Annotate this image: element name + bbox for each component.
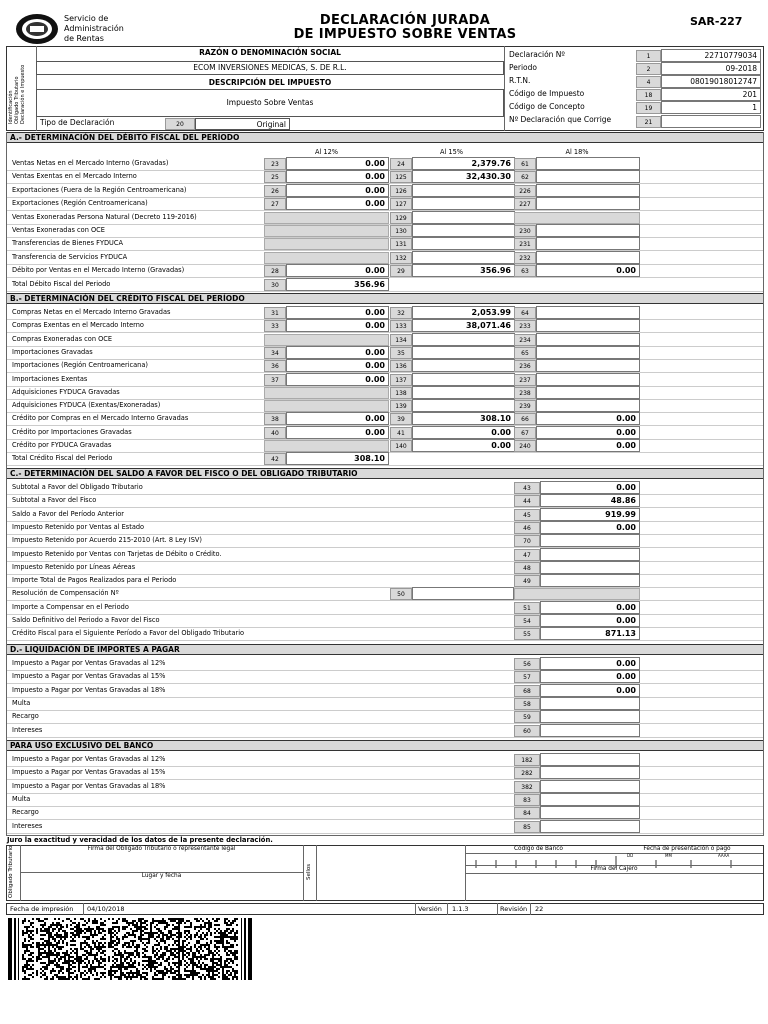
field-code: 84 [514, 807, 540, 819]
row-label: Impuesto a Pagar por Ventas Gravadas al 15% [12, 672, 166, 681]
field-code: 131 [390, 238, 412, 250]
field-value: 0.00 [540, 657, 640, 670]
row-label: Impuesto Retenido por Ventas con Tarjetas de Débito o Crédito. [12, 549, 222, 558]
disabled-field [264, 334, 389, 346]
row-divider [6, 806, 764, 807]
row-label: Importe Total de Pagos Realizados para el Periodo [12, 576, 177, 585]
field-code: 51 [514, 602, 540, 614]
disabled-field [264, 252, 389, 264]
field-code: 83 [514, 794, 540, 806]
row-label: Total Crédito Fiscal del Periodo [12, 454, 113, 463]
disabled-field [264, 440, 389, 452]
field-code: 227 [514, 198, 536, 210]
org-line-2: Administración [64, 24, 124, 33]
field-code: 129 [390, 212, 412, 224]
field-code: 66 [514, 413, 536, 425]
firma-label: Firma del Obligado Tributario o representante legal [87, 846, 236, 852]
field-value: 356.96 [286, 278, 389, 291]
row-label: Recargo [12, 712, 39, 721]
field-value [536, 306, 640, 319]
field-value: 919.99 [540, 508, 640, 521]
row-label: Subtotal a Favor del Obligado Tributario [12, 483, 143, 491]
ident-vertical-label: Identificación Obligado Tributario Declaración e Impuesto [8, 64, 26, 124]
org-line-3: de Rentas [64, 34, 104, 43]
row-label: Exportaciones (Fuera de la Región Centroamericana) [12, 185, 187, 194]
org-line-1: Servicio de [64, 14, 109, 23]
field-code: 85 [514, 821, 540, 833]
field-value [412, 184, 515, 197]
desc-label: DESCRIPCIÓN DEL IMPUESTO [208, 78, 332, 87]
field-value: 0.00 [536, 426, 640, 439]
row-divider [6, 710, 764, 711]
section-d-header: D.- LIQUIDACIÓN DE IMPORTES A PAGAR [6, 644, 764, 655]
row-label: Compras Exentas en el Mercado Interno [12, 321, 144, 330]
field-code: 230 [514, 225, 536, 237]
row-label: Ventas Exentas en el Mercado Interno [12, 172, 137, 181]
row-divider [6, 627, 764, 628]
row-label: Crédito por Compras en el Mercado Interno Gravadas [12, 414, 189, 423]
rtn-code: 4 [636, 76, 661, 88]
field-code: 24 [390, 158, 412, 170]
row-divider [6, 291, 764, 292]
field-code: 34 [264, 347, 286, 359]
row-label: Impuesto a Pagar por Ventas Gravadas al 15% [12, 768, 166, 777]
form-title [280, 14, 530, 42]
field-code: 43 [514, 482, 540, 494]
field-value [412, 373, 515, 386]
field-value: 32,430.30 [412, 170, 515, 183]
field-value: 0.00 [540, 614, 640, 627]
field-value [540, 780, 640, 793]
row-label: Crédito Fiscal para el Siguiente Período a Favor del Obligado Tributario [12, 629, 245, 638]
row-divider [6, 779, 764, 780]
revision-value: 22 [535, 905, 544, 913]
row-label: Importaciones Exentas [12, 374, 88, 383]
field-value: 0.00 [540, 521, 640, 534]
row-label: Adquisiciones FYDUCA (Exentas/Exoneradas) [12, 401, 161, 410]
row-divider [6, 614, 764, 615]
section-b-header: B.- DETERMINACIÓN DEL CRÉDITO FISCAL DEL PERÍODO [6, 293, 764, 304]
row-divider [6, 507, 764, 508]
field-value [540, 548, 640, 561]
field-code: 231 [514, 238, 536, 250]
row-label: Impuesto a Pagar por Ventas Gravadas al 18% [12, 781, 166, 790]
field-value: 0.00 [412, 439, 515, 452]
col-12-header: Al 12% [314, 148, 339, 156]
field-code: 182 [514, 754, 540, 766]
field-value [536, 237, 640, 250]
row-label: Recargo [12, 808, 39, 817]
field-value [540, 806, 640, 819]
decl-corrige-code: 21 [636, 116, 661, 128]
field-value [536, 346, 640, 359]
razon-value: ECOM INVERSIONES MEDICAS, S. DE R.L. [36, 61, 504, 75]
rtn-value: 08019018012747 [661, 75, 761, 88]
periodo-value: 09-2018 [661, 62, 761, 75]
row-divider [6, 547, 764, 548]
row-label: Impuesto a Pagar por Ventas Gravadas al 18% [12, 685, 166, 694]
field-value: 0.00 [286, 426, 389, 439]
field-code: 39 [390, 413, 412, 425]
field-value [412, 359, 515, 372]
field-value [412, 333, 515, 346]
field-code: 67 [514, 427, 536, 439]
field-value [412, 346, 515, 359]
col-15-header: Al 15% [439, 148, 464, 156]
row-label: Impuesto a Pagar por Ventas Gravadas al 12% [12, 659, 166, 667]
row-divider [6, 737, 764, 738]
field-code: 61 [514, 158, 536, 170]
fecha-imp-value: 04/10/2018 [87, 905, 125, 913]
field-value: 0.00 [286, 412, 389, 425]
field-value: 0.00 [286, 346, 389, 359]
field-value [536, 251, 640, 264]
row-label: Multa [12, 698, 31, 707]
row-label: Intereses [12, 821, 43, 830]
title-line-2: DE IMPUESTO SOBRE VENTAS [293, 27, 517, 42]
row-label: Subtotal a Favor del Fisco [12, 496, 97, 505]
field-value [536, 373, 640, 386]
field-code: 31 [264, 307, 286, 319]
field-value [540, 753, 640, 766]
field-value [536, 224, 640, 237]
field-code: 55 [514, 628, 540, 640]
field-code: 32 [390, 307, 412, 319]
tipo-label: Tipo de Declaración [40, 118, 115, 127]
dd-label: DD [627, 853, 634, 858]
row-label: Impuesto Retenido por Líneas Aéreas [12, 562, 136, 571]
field-value: 0.00 [536, 264, 640, 277]
field-value [412, 399, 515, 412]
field-value [412, 386, 515, 399]
field-code: 36 [264, 360, 286, 372]
row-label: Intereses [12, 725, 43, 734]
field-value: 0.00 [286, 373, 389, 386]
section-c-header: C.- DETERMINACIÓN DEL SALDO A FAVOR DEL FISCO O DEL OBLIGADO TRIBUTARIO [6, 468, 764, 479]
field-value: 0.00 [540, 481, 640, 494]
field-value [536, 319, 640, 332]
field-value: 308.10 [412, 412, 515, 425]
field-code: 138 [390, 387, 412, 399]
field-value [412, 211, 515, 224]
field-value [412, 237, 515, 250]
field-code: 50 [390, 588, 412, 600]
field-value: 0.00 [412, 426, 515, 439]
field-code: 136 [390, 360, 412, 372]
row-divider [6, 494, 764, 495]
field-value: 0.00 [286, 170, 389, 183]
field-code: 137 [390, 374, 412, 386]
disabled-field [264, 400, 389, 412]
field-value: 0.00 [286, 306, 389, 319]
field-code: 35 [390, 347, 412, 359]
field-code: 126 [390, 185, 412, 197]
row-divider [6, 766, 764, 767]
row-divider [6, 723, 764, 724]
row-label: Resolución de Compensación Nº [12, 589, 119, 598]
disabled-field [514, 212, 640, 224]
field-value: 0.00 [286, 359, 389, 372]
row-label: Transferencias de Bienes FYDUCA [12, 239, 123, 248]
field-code: 25 [264, 171, 286, 183]
disabled-field [514, 588, 640, 600]
field-value: 38,071.46 [412, 319, 515, 332]
field-code: 37 [264, 374, 286, 386]
field-code: 240 [514, 440, 536, 452]
obligado-vertical: Obligado Tributario [8, 845, 14, 898]
lugar-label: Lugar y fecha [141, 873, 182, 879]
field-code: 49 [514, 575, 540, 587]
field-code: 47 [514, 549, 540, 561]
field-value: 48.86 [540, 494, 640, 507]
col-18-header: Al 18% [565, 148, 589, 156]
row-divider [6, 819, 764, 820]
field-value: 0.00 [286, 184, 389, 197]
codigo-banco-label: Código de Banco [514, 846, 563, 852]
disabled-field [264, 212, 389, 224]
tipo-code: 20 [165, 118, 195, 130]
field-code: 130 [390, 225, 412, 237]
firma-cajero-label: Firma del Cajero [590, 866, 638, 872]
field-code: 133 [390, 320, 412, 332]
field-value: 0.00 [540, 670, 640, 683]
decl-value: 22710779034 [661, 49, 761, 62]
version-label: Versión [418, 905, 442, 913]
field-value [540, 793, 640, 806]
row-divider [6, 697, 764, 698]
field-value [536, 157, 640, 170]
field-code: 134 [390, 334, 412, 346]
disabled-field [264, 238, 389, 250]
field-code: 226 [514, 185, 536, 197]
field-code: 233 [514, 320, 536, 332]
field-code: 132 [390, 252, 412, 264]
field-code: 382 [514, 781, 540, 793]
pdf417-barcode [8, 918, 252, 980]
field-code: 54 [514, 615, 540, 627]
field-value: 2,379.76 [412, 157, 515, 170]
row-label: Importe a Compensar en el Periodo [12, 602, 129, 611]
row-divider [6, 465, 764, 466]
field-code: 41 [390, 427, 412, 439]
cod-concepto-code: 19 [636, 102, 661, 114]
field-code: 44 [514, 495, 540, 507]
field-code: 65 [514, 347, 536, 359]
field-value: 0.00 [286, 197, 389, 210]
version-value: 1.1.3 [452, 905, 469, 913]
field-code: 58 [514, 698, 540, 710]
row-divider [6, 640, 764, 641]
field-code: 28 [264, 265, 286, 277]
row-divider [6, 683, 764, 684]
decl-corrige-label: Nº Declaración que Corrige [509, 115, 612, 124]
field-code: 48 [514, 562, 540, 574]
field-code: 56 [514, 658, 540, 670]
field-code: 30 [264, 279, 286, 291]
row-label: Compras Exoneradas con OCE [12, 334, 113, 343]
cod-concepto-value: 1 [661, 101, 761, 114]
section-bank-header: PARA USO EXCLUSIVO DEL BANCO [6, 740, 764, 751]
field-code: 29 [390, 265, 412, 277]
field-value: 0.00 [540, 601, 640, 614]
field-value [536, 197, 640, 210]
field-value [412, 224, 515, 237]
field-code: 62 [514, 171, 536, 183]
field-code: 46 [514, 522, 540, 534]
row-label: Importaciones Gravadas [12, 347, 93, 356]
org-name [64, 14, 124, 44]
aaaa-label: AAAA [718, 853, 730, 858]
row-label: Importaciones (Región Centroamericana) [12, 361, 148, 370]
field-value [412, 587, 514, 600]
cod-impuesto-value: 201 [661, 88, 761, 101]
sar-logo [15, 13, 59, 45]
field-value: 308.10 [286, 452, 389, 465]
revision-label: Revisión [500, 905, 528, 913]
field-value [412, 197, 515, 210]
field-value [540, 534, 640, 547]
row-label: Saldo a Favor del Período Anterior [12, 509, 124, 518]
disabled-field [264, 387, 389, 399]
field-value: 871.13 [540, 627, 640, 640]
field-value [540, 574, 640, 587]
field-value [412, 251, 515, 264]
row-divider [6, 561, 764, 562]
field-code: 140 [390, 440, 412, 452]
row-label: Transferencia de Servicios FYDUCA [12, 252, 128, 261]
field-code: 59 [514, 711, 540, 723]
field-code: 63 [514, 265, 536, 277]
row-label: Ventas Exoneradas Persona Natural (Decreto 119-2016) [12, 212, 197, 221]
row-label: Crédito por FYDUCA Gravadas [12, 441, 112, 449]
title-line-1: DECLARACIÓN JURADA [319, 13, 491, 28]
fecha-imp-label: Fecha de impresión [10, 905, 74, 913]
field-value [536, 170, 640, 183]
cod-impuesto-code: 18 [636, 89, 661, 101]
field-value [536, 333, 640, 346]
field-code: 60 [514, 725, 540, 737]
field-code: 282 [514, 767, 540, 779]
row-divider [6, 574, 764, 575]
field-code: 38 [264, 413, 286, 425]
form-code: SAR-227 [690, 15, 743, 28]
field-value: 356.96 [412, 264, 515, 277]
row-label: Ventas Netas en el Mercado Interno (Gravadas) [12, 159, 169, 167]
field-value: 0.00 [536, 412, 640, 425]
section-a-header: A.- DETERMINACIÓN DEL DÉBITO FISCAL DEL PERÍODO [6, 132, 764, 143]
field-value [536, 184, 640, 197]
field-value [540, 820, 640, 833]
row-divider [6, 670, 764, 671]
field-code: 68 [514, 685, 540, 697]
row-divider [6, 833, 764, 834]
field-value: 2,053.99 [412, 306, 515, 319]
field-value [536, 386, 640, 399]
rtn-label: R.T.N. [509, 76, 531, 85]
row-label: Compras Netas en el Mercado Interno Gravadas [12, 308, 171, 316]
field-code: 236 [514, 360, 536, 372]
field-value [540, 766, 640, 779]
field-code: 232 [514, 252, 536, 264]
field-code: 127 [390, 198, 412, 210]
cod-concepto-label: Código de Concepto [509, 102, 585, 111]
field-value: 0.00 [536, 439, 640, 452]
field-value [540, 561, 640, 574]
decl-code: 1 [636, 50, 661, 62]
tipo-value: Original [195, 118, 290, 130]
field-value: 0.00 [540, 684, 640, 697]
periodo-code: 2 [636, 63, 661, 75]
row-divider [6, 587, 764, 588]
row-label: Total Débito Fiscal del Periodo [12, 279, 111, 288]
mm-label: MM [665, 853, 672, 858]
row-label: Impuesto Retenido por Acuerdo 215-2010 (Art. 8 Ley ISV) [12, 536, 202, 545]
field-value [536, 399, 640, 412]
row-label: Crédito por Importaciones Gravadas [12, 427, 132, 436]
row-label: Débito por Ventas en el Mercado Interno (Gravadas) [12, 266, 185, 275]
field-code: 64 [514, 307, 536, 319]
row-label: Ventas Exoneradas con OCE [12, 226, 105, 234]
cod-impuesto-label: Código de Impuesto [509, 89, 585, 98]
juro-statement: Juro la exactitud y veracidad de los datos de la presente declaración. [7, 836, 273, 844]
field-code: 42 [264, 453, 286, 465]
field-value: 0.00 [286, 264, 389, 277]
field-value [540, 710, 640, 723]
field-value: 0.00 [286, 157, 389, 170]
row-label: Saldo Definitivo del Periodo a Favor del Fisco [12, 616, 160, 624]
periodo-label: Periodo [509, 63, 537, 72]
row-label: Exportaciones (Región Centroamericana) [12, 199, 148, 208]
field-code: 238 [514, 387, 536, 399]
field-code: 125 [390, 171, 412, 183]
field-code: 45 [514, 509, 540, 521]
fecha-pres-label: Fecha de presentación o pago [643, 846, 731, 852]
row-label: Adquisiciones FYDUCA Gravadas [12, 387, 120, 396]
row-divider [6, 600, 764, 601]
decl-corrige-value [661, 115, 761, 128]
field-code: 239 [514, 400, 536, 412]
row-label: Multa [12, 794, 31, 803]
razon-label: RAZÓN O DENOMINACIÓN SOCIAL [199, 48, 341, 57]
field-code: 139 [390, 400, 412, 412]
field-value [540, 697, 640, 710]
field-code: 234 [514, 334, 536, 346]
desc-value: Impuesto Sobre Ventas [36, 89, 504, 117]
field-code: 70 [514, 535, 540, 547]
field-code: 27 [264, 198, 286, 210]
field-value [536, 359, 640, 372]
field-value [540, 724, 640, 737]
decl-label: Declaración Nº [509, 50, 565, 59]
row-divider [6, 793, 764, 794]
row-label: Impuesto Retenido por Ventas al Estado [12, 522, 145, 531]
row-divider [6, 521, 764, 522]
sellos-vertical: Sellos [306, 863, 312, 880]
row-label: Impuesto a Pagar por Ventas Gravadas al 12% [12, 755, 166, 763]
field-code: 57 [514, 671, 540, 683]
field-code: 40 [264, 427, 286, 439]
field-code: 26 [264, 185, 286, 197]
disabled-field [264, 225, 389, 237]
field-code: 33 [264, 320, 286, 332]
field-code: 237 [514, 374, 536, 386]
field-code: 23 [264, 158, 286, 170]
row-divider [6, 534, 764, 535]
field-value: 0.00 [286, 319, 389, 332]
